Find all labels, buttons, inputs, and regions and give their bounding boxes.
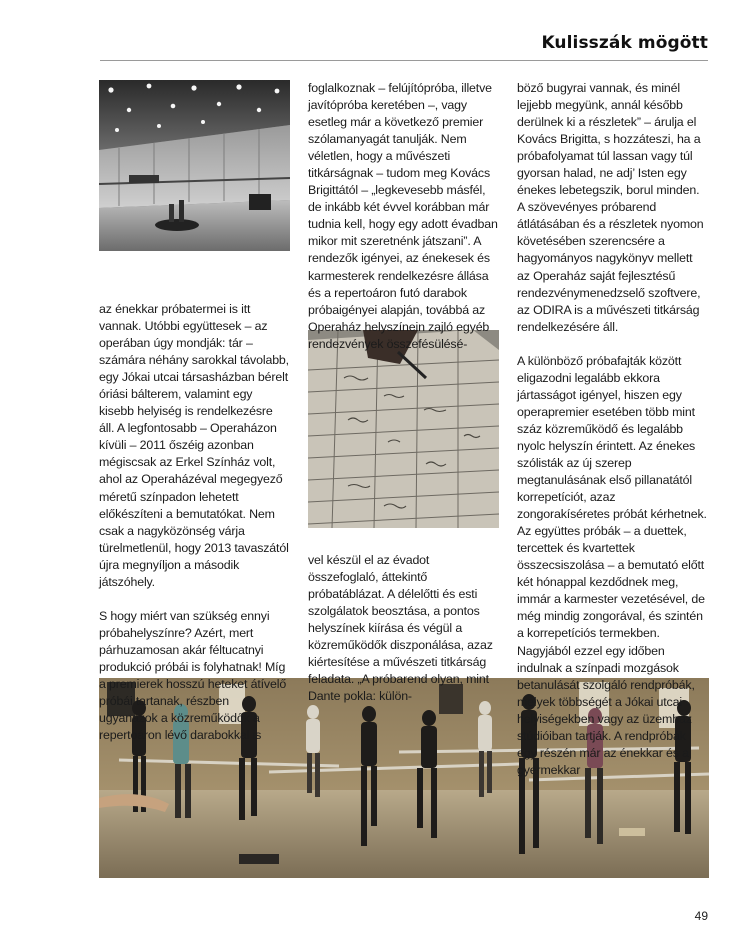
text-column-right xyxy=(517,80,707,779)
text-column-left xyxy=(99,301,289,744)
running-header-title: Kulisszák mögött xyxy=(541,33,708,53)
rehearsal-room-icon xyxy=(99,80,290,251)
rehearsal-schedule-icon xyxy=(308,330,499,528)
page-number: 49 xyxy=(694,909,708,923)
left-paragraph-1: az énekkar próbatermei is itt vannak. Utóbbi együttesek – az operában úgy mondják: tár – számára néhány sarokkal távolabb, egy Jókai utcai társasházban bérelt óriási bálterem, valamint egy kisebb helyiség is rendelkezésre áll. A legfontosabb – Operaházon kívüli – 2011 őszéig azonban mégiscsak az Erkel Színház volt, ahol az Operaházéval megegyező méretű színpadon lehetett előkészíteni a bemutatókat. Nem csak a nagyközönség várja türelmetlenül, hogy 2013 tavaszától újra megnyíljon a második játszóhely. xyxy=(99,302,289,589)
schedule-table-photo xyxy=(308,330,499,528)
text-column-middle-lower xyxy=(308,552,498,705)
middle-paragraph-1: foglalkoznak – felújítópróba, illetve javítópróba keretében –, vagy esetleg már a következő premier szólamanyagát tanulják. Nem véletlen, hogy a művészeti titkárságnak – tudom meg Kovács Brigittától – „legkevesebb másfél, de inkább két évvel korábban már tudnia kell, hogy egy adott évadban mikor mit szeretnénk játszani”. A rendezők igényei, az énekesek és karmesterek rendelkezésre állása és a repertoáron futó darabok próbaigényei alapján, továbbá az Operaház helyszínein zajló egyéb rendezvények összefésülésé- xyxy=(308,81,498,351)
right-paragraph-2: A különböző próbafajták között eligazodni legalább ekkora jártasságot igényel, hiszen egy operapremier esetében több mint száz közreműködő és legalább nyolc helyszín érintett. Az énekes szólisták az új szerep megtanulásának első pillanatától korrepetíciót, azaz zongorakíséretes próbát kérhetnek. Az együttes próbák – a duettek, tercettek és kvartettek összecsiszolása – a bemutató előtt két hónappal kezdődnek meg, immár a karmester vezetésével, de még mindig zongorával, és szintén a korrepetíciós termekben. Nagyjából ezzel egy időben indulnak a színpadi mozgások betanulását szolgáló rendpróbák, melyek többségét a Jókai utcai helyiségekben vagy az üzemház stúdióiban tartják. A rendpróbák egy részén már az énekkar és a gyermekkar xyxy=(517,353,707,777)
middle-paragraph-2: vel készül el az évadot összefoglaló, áttekintő próbatáblázat. A délelőtti és esti szolgálatok beosztása, a pontos helyszínek kiírása és végül a közreműködők diszponálása, azaz kiértesítése a művészeti titkárság feladata. „A próbarend olyan, mint Dante pokla: külön- xyxy=(308,553,493,704)
left-paragraph-2: S hogy miért van szükség ennyi próbahelyszínre? Azért, mert párhuzamosan akár féltucatnyi produkció próbái is folyhatnak! Míg a premierek hosszú heteket átívelő próbái tartanak, részben ugyanazok a közreműködők a repertoáron lévő darabokkal is xyxy=(99,608,287,743)
text-column-middle xyxy=(308,80,498,353)
header-rule xyxy=(100,60,708,61)
right-paragraph-1: böző bugyrai vannak, és minél lejjebb megyünk, annál később derülnek ki a részletek” – árulja el Kovács Brigitta, s hozzáteszi, ha a próbafolyamat túl lassan vagy túl gyorsan halad, ne adj’ Isten egy énekes lebetegszik, borul minden. A szövevényes próbarend átlátásában és a részletek nyomon követésében szerencsére a hagyományos nagykönyv mellett az Operaház saját fejlesztésű rendezvénymenedzselő szoftvere, az ODIRA is a művészeti titkárság rendelkezésére áll. xyxy=(517,81,704,334)
rehearsal-room-photo xyxy=(99,80,290,251)
